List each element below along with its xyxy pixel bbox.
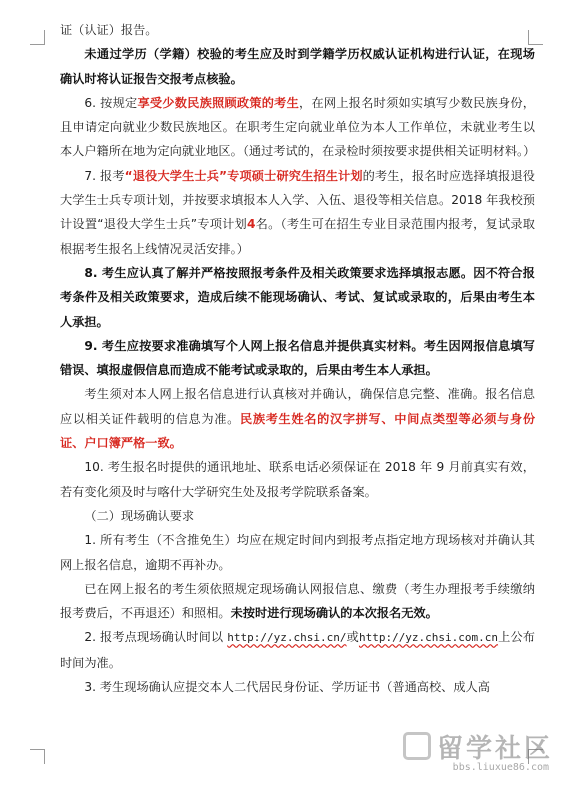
paragraph-item-7: 7. 报考“退役大学生士兵”专项硕士研究生招生计划的考生，报名时应选择填报退役大学生士兵专项计划，并按要求填报本人入学、入伍、退役等相关信息。2018 年我校预计设置“退役大学生士兵”专项计划4名。（考生可在招生专业目录范围内报考，复试录取根据考生报名上线情况灵活安排。） [60, 168, 535, 256]
highlight-quota-number: 4 [246, 217, 256, 232]
link-chsi-cn[interactable]: http://yz.chsi.cn/ [227, 631, 347, 645]
watermark-text: 留学社区 [436, 734, 553, 764]
paragraph-item-9: 9. 考生应按要求准确填写个人网上报名信息并提供真实材料。考生因网报信息填写错误、填报虚假信息而造成不能考试或录取的，后果由考生本人承担。 [60, 338, 535, 378]
watermark-url: bbs.liuxue86.com [452, 762, 549, 773]
crop-mark-top-left [30, 30, 45, 45]
section-heading-onsite: （二）现场确认要求 [84, 508, 195, 523]
paragraph-onsite-fee: 已在网上报名的考生须依照规定现场确认网报信息、缴费（考生办理报考手续缴纳报考费后，不再退还）和照相。未按时进行现场确认的本次报名无效。 [60, 581, 535, 621]
highlight-minority-policy: 享受少数民族照顾政策的考生 [137, 95, 300, 110]
paragraph-verification-note: 未通过学历（学籍）校验的考生应及时到学籍学历权威认证机构进行认证，在现场确认时将认证报告交报考点核验。 [60, 47, 535, 86]
paragraph-info-check: 考生须对本人网上报名信息进行认真核对并确认，确保信息完整、准确。报名信息应以相关证件载明的信息为准。民族考生姓名的汉字拼写、中间点类型等必须与身份证、户口簿严格一致。 [60, 387, 536, 451]
paragraph-item-6: 6. 按规定享受少数民族照顾政策的考生，在网上报名时须如实填写少数民族身份，且申请定向就业少数民族地区。在职考生定向就业单位为本人工作单位，未就业考生以本人户籍所在地为定向就业地区。（通过考试的，在录检时须按要求提供相关证明材料。） [60, 95, 536, 159]
paragraph-item-8: 8. 考生应认真了解并严格按照报考条件及相关政策要求选择填报志愿。因不符合报考条件及相关政策要求，造成后续不能现场确认、考试、复试或录取的，后果由考生本人承担。 [60, 265, 535, 329]
watermark [403, 728, 553, 784]
paragraph-onsite-3: 3. 考生现场确认应提交本人二代居民身份证、学历证书（普通高校、成人高 [84, 680, 490, 695]
highlight-name-spelling: 民族考生姓名的汉字拼写、中间点类型等必须与身份证、户口簿严格一致。 [60, 411, 536, 451]
link-chsi-com-cn[interactable]: http://yz.chsi.com.cn [358, 631, 499, 645]
paragraph-onsite-1: 1. 所有考生（不含推免生）均应在规定时间内到报考点指定地方现场核对并确认其网上报名信息，逾期不再补办。 [60, 533, 535, 572]
paragraph-onsite-2: 2. 报考点现场确认时间以 http://yz.chsi.cn/或http://yz.chsi.com.cn上公布时间为准。 [60, 630, 535, 670]
paragraph-continued: 证（认证）报告。 [60, 23, 158, 37]
crop-mark-bottom-left [30, 749, 45, 764]
paragraph-item-10: 10. 考生报名时提供的通讯地址、联系电话必须保证在 2018 年 9 月前真实有效，若有变化须及时与喀什大学研究生处及报考学院联系备案。 [60, 460, 535, 499]
bold-invalid-notice: 未按时进行现场确认的本次报名无效。 [230, 606, 438, 621]
highlight-veteran-plan: “退役大学生士兵”专项硕士研究生招生计划 [124, 168, 363, 183]
document-body [60, 18, 535, 699]
